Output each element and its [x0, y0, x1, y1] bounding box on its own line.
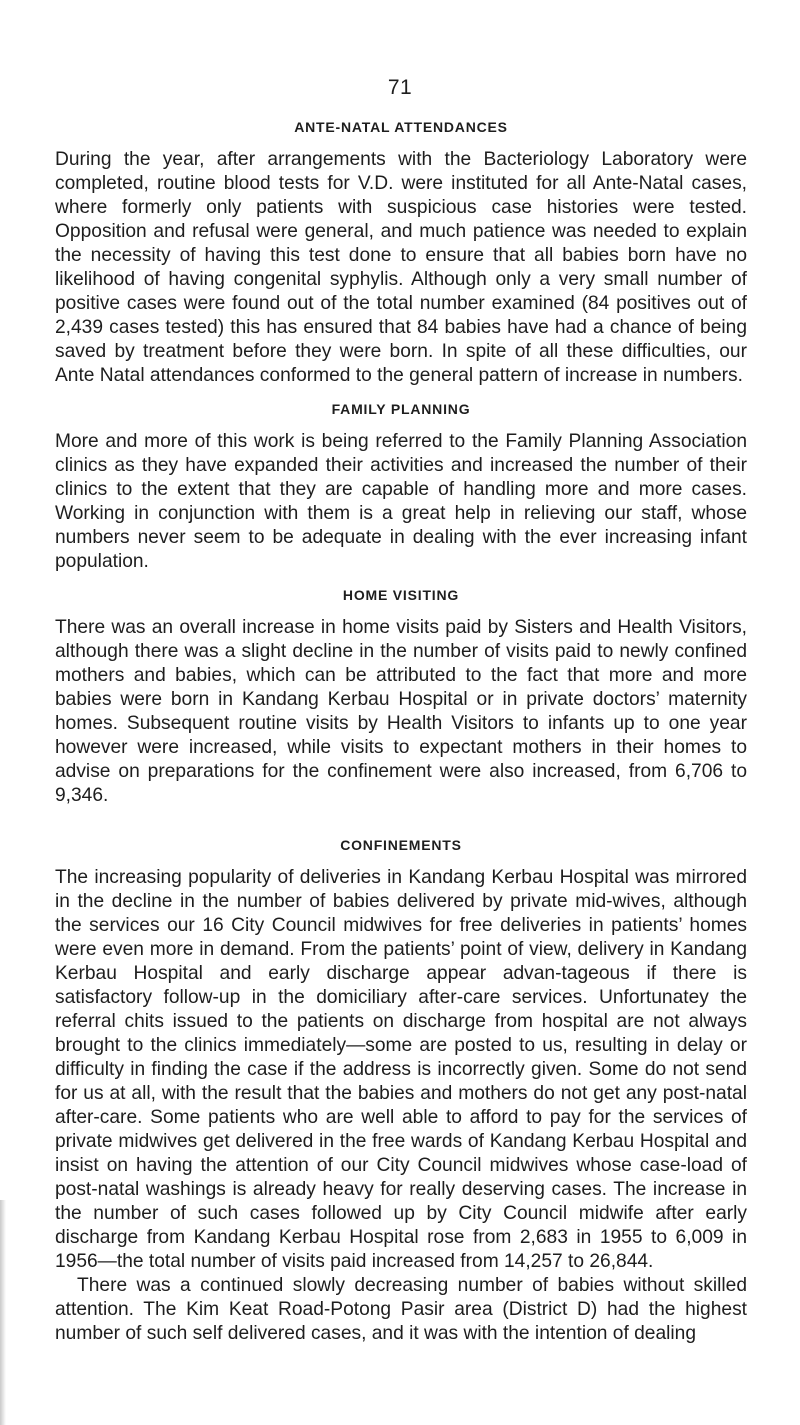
page-number: 71 — [387, 76, 413, 99]
section-home-visiting — [55, 586, 747, 808]
paragraph-confinements-1: The increasing popularity of deliveries in Kandang Kerbau Hospital was mirrored in the decline in the number of babies delivered by private mid-wives, although the services our 16 City Council midwives for free deliveries in patients’ homes were even more in demand. From the patients’ point of view, delivery in Kandang Kerbau Hospital and early discharge appear advan-tageous if there is satisfactory follow-up in the domiciliary after-care services. Unfortunatey the referral chits issued to the patients on discharge from hospital are not always brought to the clinics immediately—some are posted to us, resulting in delay or difficulty in finding the case if the address is incorrectly given. Some do not send for us at all, with the result that the babies and mothers do not get any post-natal after-care. Some patients who are well able to afford to pay for the services of private midwives get delivered in the free wards of Kandang Kerbau Hospital and insist on having the attention of our City Council midwives whose case-load of post-natal washings is already heavy for really deserving cases. The increase in the number of such cases followed up by City Council midwife after early discharge from Kandang Kerbau Hospital rose from 2,683 in 1955 to 6,009 in 1956—the total number of visits paid increased from 14,257 to 26,844. — [55, 867, 747, 1272]
section-heading-ante-natal: ANTE-NATAL ATTENDANCES — [294, 119, 508, 135]
paragraph-family-planning: More and more of this work is being referred to the Family Planning Association clinics as they have expanded their activities and increased the number of their clinics to the extent that they are capable of handling more and more cases. Working in conjunction with them is a great help in relieving our staff, whose numbers never seem to be adequate in dealing with the ever increasing infant population. — [55, 431, 747, 572]
section-heading-confinements: CONFINEMENTS — [340, 837, 462, 853]
text-column — [55, 118, 747, 1346]
paragraph-confinements-2: There was a continued slowly decreasing number of babies without skilled attention. The Kim Keat Road-Potong Pasir area (District D) had the highest number of such self delivered cases, and it was with the intention of dealing — [55, 1275, 747, 1344]
paragraph-ante-natal: During the year, after arrangements with the Bacteriology Laboratory were completed, routine blood tests for V.D. were instituted for all Ante-Natal cases, where formerly only patients with suspicious case histories were tested. Opposition and refusal were general, and much patience was needed to explain the necessity of having this test done to ensure that all babies born have no likelihood of having congenital syphylis. Although only a very small number of positive cases were found out of the total number examined (84 positives out of 2,439 cases tested) this has ensured that 84 babies have had a chance of being saved by treatment before they were born. In spite of all these difficulties, our Ante Natal attendances conformed to the general pattern of increase in numbers. — [55, 149, 747, 386]
section-heading-family-planning: FAMILY PLANNING — [331, 401, 471, 417]
scan-shadow — [0, 1200, 6, 1425]
section-heading-home-visiting: HOME VISITING — [342, 587, 460, 603]
section-family-planning — [55, 400, 747, 574]
section-confinements — [55, 836, 747, 1346]
section-ante-natal — [55, 118, 747, 388]
paragraph-home-visiting: There was an overall increase in home visits paid by Sisters and Health Visitors, although there was a slight decline in the number of visits paid to newly confined mothers and babies, which can be attributed to the fact that more and more babies were born in Kandang Kerbau Hospital or in private doctors’ maternity homes. Subsequent routine visits by Health Visitors to infants up to one year however were increased, while visits to expectant mothers in their homes to advise on preparations for the confinement were also increased, from 6,706 to 9,346. — [55, 617, 747, 806]
